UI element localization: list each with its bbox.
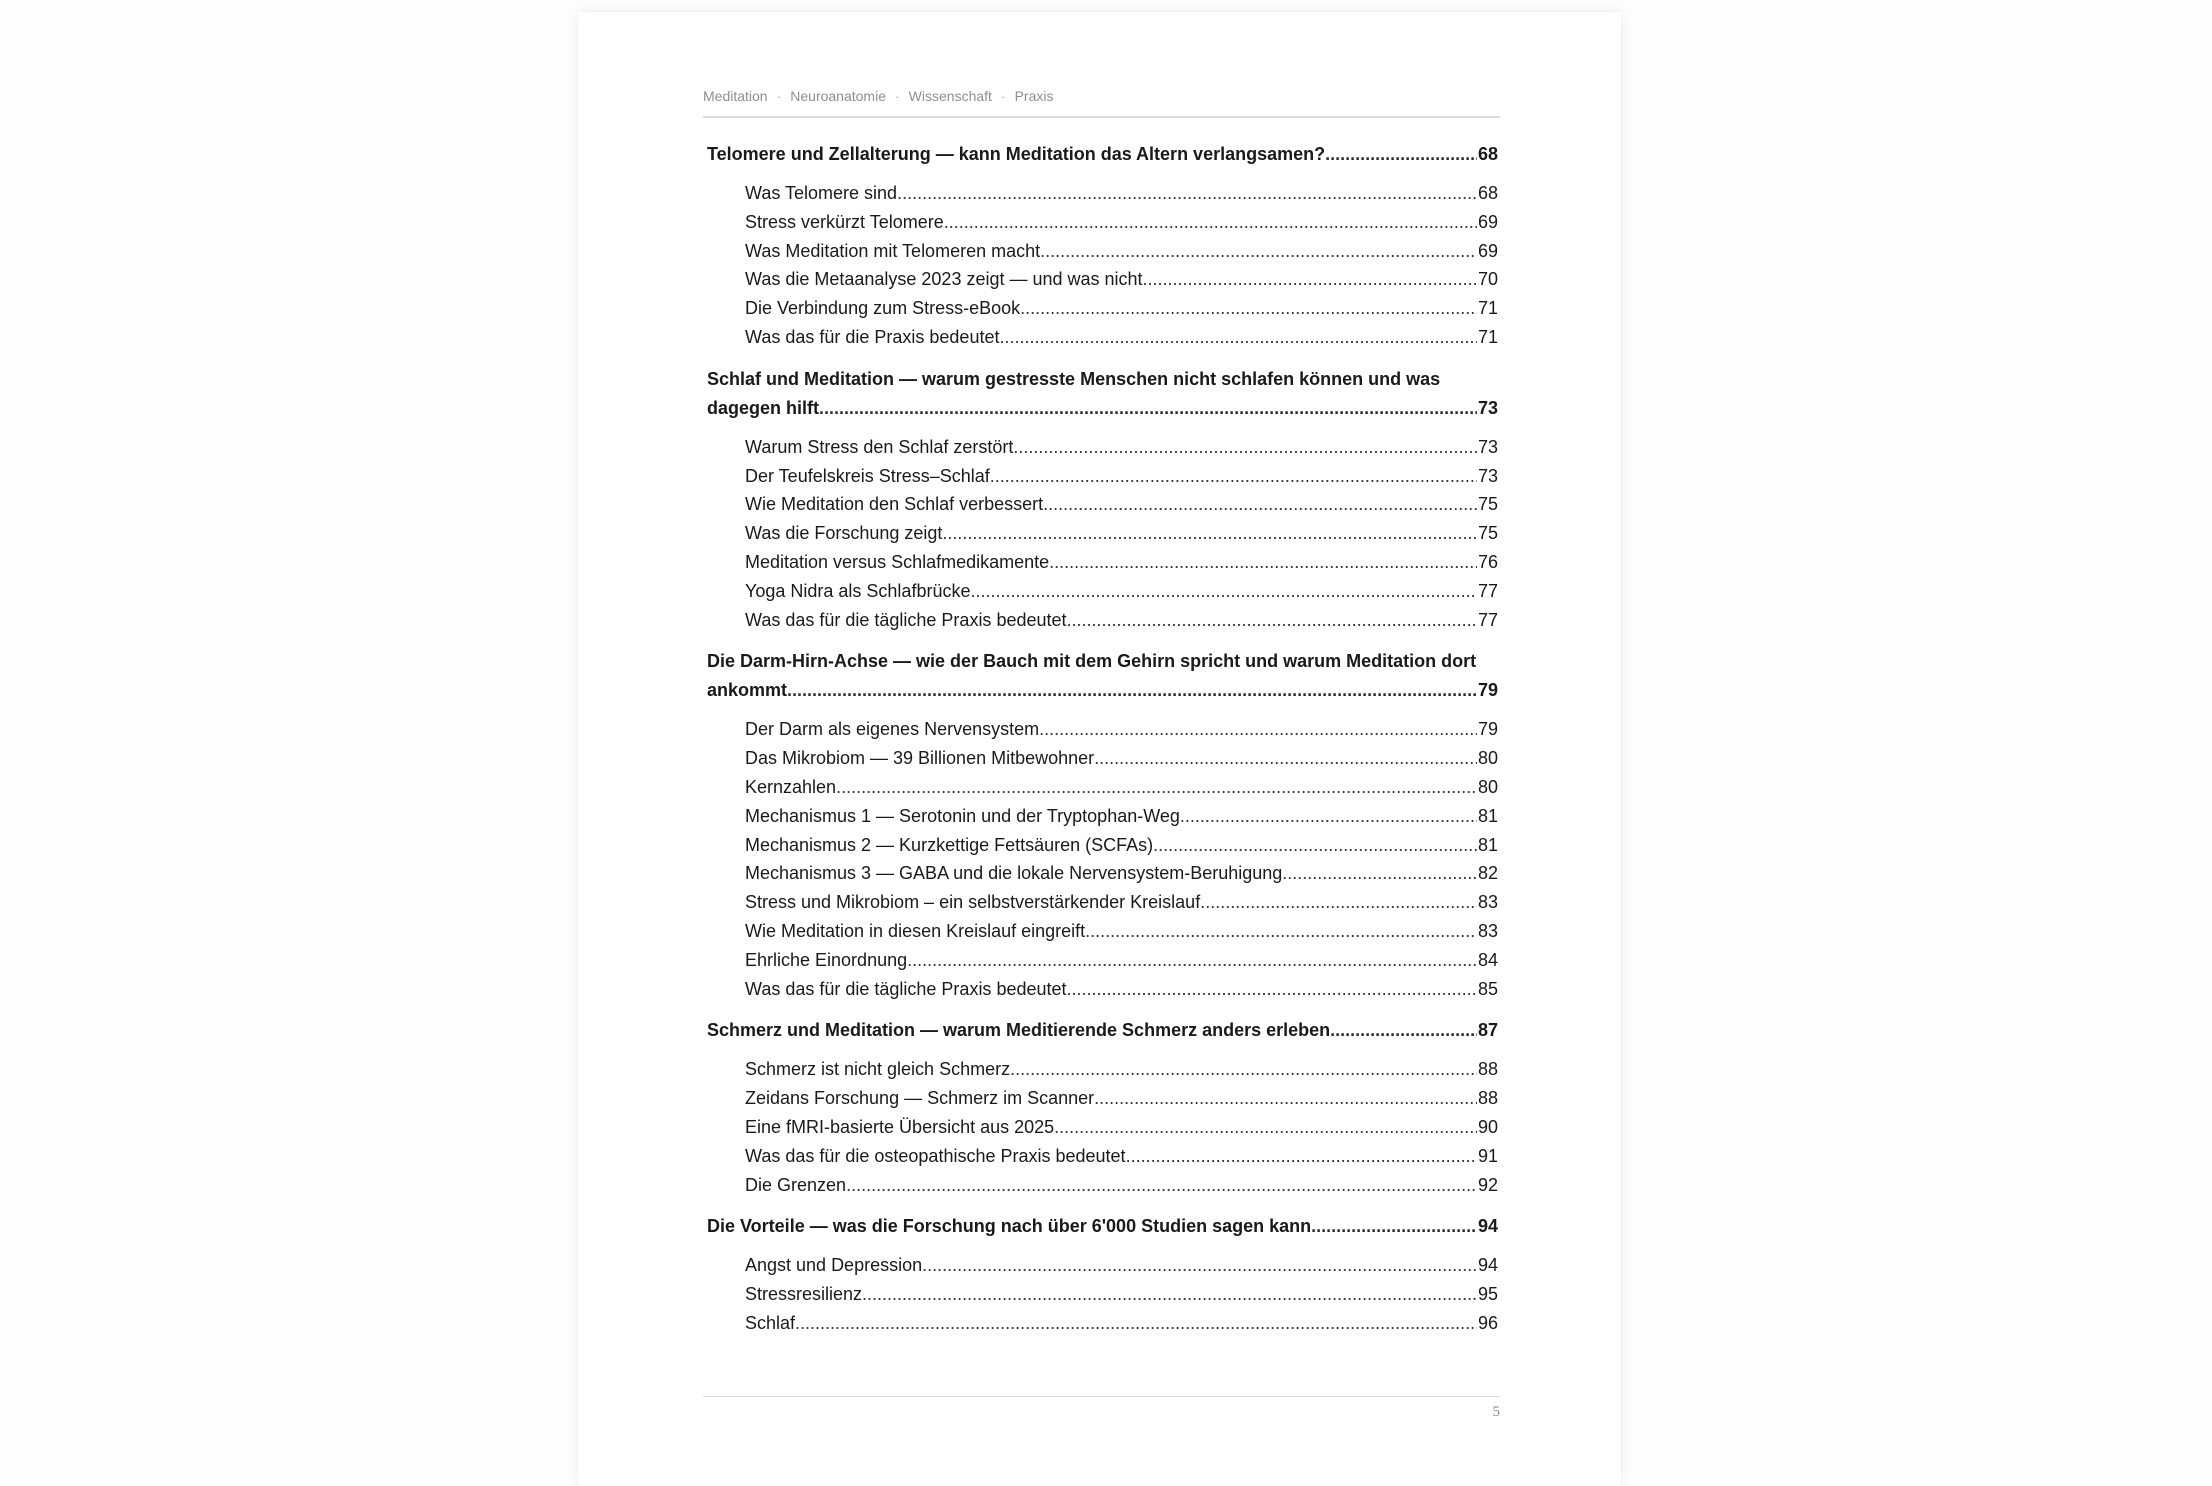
dot-leader — [1126, 1142, 1477, 1171]
toc-entry[interactable] — [707, 265, 1498, 294]
entry-page-number: 76 — [1477, 551, 1498, 572]
entry-page-number: 70 — [1477, 269, 1498, 290]
dot-leader — [1040, 237, 1477, 266]
entry-title: Was die Forschung zeigt — [745, 523, 943, 544]
entry-title: Meditation versus Schlafmedikamente — [745, 551, 1050, 572]
toc-entry[interactable] — [707, 208, 1498, 237]
chapter-page-number: 73 — [1477, 397, 1498, 418]
entry-title: Der Darm als eigenes Nervensystem — [745, 719, 1040, 740]
entry-page-number: 81 — [1477, 805, 1498, 826]
toc-entry[interactable] — [707, 715, 1498, 744]
entry-page-number: 81 — [1477, 834, 1498, 855]
entry-title: Yoga Nidra als Schlafbrücke — [745, 580, 971, 601]
chapter-title-row — [707, 394, 1498, 423]
toc-entry[interactable] — [707, 1055, 1498, 1084]
toc-entry[interactable] — [707, 975, 1498, 1004]
toc-entry[interactable] — [707, 294, 1498, 323]
entry-page-number: 82 — [1477, 863, 1498, 884]
entry-title: Die Grenzen — [745, 1174, 847, 1195]
chapter-page-number: 94 — [1477, 1216, 1498, 1237]
entry-page-number: 80 — [1477, 776, 1498, 797]
dot-leader — [1200, 888, 1477, 917]
dot-leader — [1311, 1212, 1477, 1241]
entry-page-number: 73 — [1477, 465, 1498, 486]
dot-leader — [1013, 433, 1477, 462]
entry-title: Schlaf — [745, 1312, 796, 1333]
dot-leader — [942, 519, 1477, 548]
toc-section — [707, 140, 1498, 352]
dot-leader — [1330, 1016, 1477, 1045]
entry-page-number: 83 — [1477, 892, 1498, 913]
dot-leader — [999, 323, 1477, 352]
chapter-page-number: 87 — [1477, 1020, 1498, 1041]
entry-page-number: 69 — [1477, 240, 1498, 261]
toc-section — [707, 1212, 1498, 1337]
entry-page-number: 85 — [1477, 978, 1498, 999]
dot-leader — [944, 208, 1477, 237]
toc-entry[interactable] — [707, 237, 1498, 266]
entry-title: Der Teufelskreis Stress–Schlaf — [745, 465, 990, 486]
entry-page-number: 77 — [1477, 580, 1498, 601]
chapter-entry[interactable] — [707, 140, 1498, 169]
dot-leader — [836, 773, 1477, 802]
chapter-title-row — [707, 1016, 1498, 1045]
chapter-page-number: 68 — [1477, 144, 1498, 164]
entry-page-number: 71 — [1477, 326, 1498, 347]
dot-leader — [1085, 917, 1477, 946]
entry-title: Was das für die osteopathische Praxis bedeutet — [745, 1145, 1126, 1166]
toc-entry[interactable] — [707, 802, 1498, 831]
entry-title: Die Verbindung zum Stress-eBook — [745, 298, 1021, 319]
chapter-title: Telomere und Zellalterung — kann Meditation das Altern verlangsamen? — [707, 144, 1326, 164]
entry-title: Angst und Depression — [745, 1255, 923, 1276]
dot-leader — [1143, 265, 1477, 294]
chapter-page-number: 79 — [1477, 680, 1498, 701]
entry-title: Wie Meditation den Schlaf verbessert — [745, 494, 1044, 515]
entry-page-number: 95 — [1477, 1284, 1498, 1305]
toc-section — [707, 647, 1498, 1003]
entry-page-number: 96 — [1477, 1312, 1498, 1333]
breadcrumb-item[interactable]: Wissenschaft — [908, 88, 992, 104]
toc-entry[interactable] — [707, 323, 1498, 352]
dot-leader — [970, 577, 1477, 606]
entry-title: Schmerz ist nicht gleich Schmerz — [745, 1059, 1011, 1080]
chapter-entry[interactable] — [707, 647, 1498, 705]
entry-title: Warum Stress den Schlaf zerstört — [745, 436, 1014, 457]
toc-entry[interactable] — [707, 744, 1498, 773]
toc-entry[interactable] — [707, 1309, 1498, 1338]
entry-page-number: 77 — [1477, 609, 1498, 630]
dot-leader — [787, 676, 1477, 705]
entry-page-number: 88 — [1477, 1059, 1498, 1080]
breadcrumb-item[interactable]: Neuroanatomie — [790, 88, 886, 104]
entry-page-number: 68 — [1477, 183, 1498, 203]
dot-leader — [846, 1171, 1477, 1200]
dot-leader — [1067, 975, 1477, 1004]
entry-title: Wie Meditation in diesen Kreislauf eingreift — [745, 920, 1086, 941]
entry-title: Was die Metaanalyse 2023 zeigt — und was nicht — [745, 269, 1143, 290]
entry-page-number: 73 — [1477, 436, 1498, 457]
entry-title: Was das für die tägliche Praxis bedeutet — [745, 978, 1067, 999]
entry-title: Mechanismus 1 — Serotonin und der Tryptophan-Weg — [745, 805, 1180, 826]
toc-entry[interactable] — [707, 1171, 1498, 1200]
entry-title: Kernzahlen — [745, 776, 837, 797]
toc-entry[interactable] — [707, 946, 1498, 975]
entry-page-number: 75 — [1477, 523, 1498, 544]
dot-leader — [1094, 1084, 1477, 1113]
chapter-entry[interactable] — [707, 1212, 1498, 1241]
entry-page-number: 91 — [1477, 1145, 1498, 1166]
entry-page-number: 94 — [1477, 1255, 1498, 1276]
toc-entry[interactable] — [707, 577, 1498, 606]
document-page — [578, 12, 1621, 1486]
toc-entry[interactable] — [707, 606, 1498, 635]
dot-leader — [795, 1309, 1477, 1338]
toc-entry[interactable] — [707, 519, 1498, 548]
toc-entry[interactable] — [707, 859, 1498, 888]
dot-leader — [990, 462, 1477, 491]
dot-leader — [1180, 802, 1477, 831]
dot-leader — [819, 394, 1477, 423]
entry-title: Was Telomere sind — [745, 183, 898, 203]
dot-leader — [1049, 548, 1477, 577]
entry-title: Das Mikrobiom — 39 Billionen Mitbewohner — [745, 748, 1095, 769]
entry-title: Was das für die tägliche Praxis bedeutet — [745, 609, 1067, 630]
dot-leader — [1325, 140, 1477, 169]
entry-title: Ehrliche Einordnung — [745, 949, 908, 970]
chapter-title: dagegen hilft — [707, 397, 819, 418]
toc-entry[interactable] — [707, 490, 1498, 519]
chapter-title: ankommt — [707, 680, 788, 701]
breadcrumb — [703, 74, 1500, 118]
dot-leader — [1282, 859, 1477, 888]
entry-title: Stress und Mikrobiom – ein selbstverstärkender Kreislauf — [745, 892, 1201, 913]
dot-leader — [907, 946, 1477, 975]
breadcrumb-item[interactable]: Praxis — [1014, 88, 1054, 104]
footer-divider — [703, 1396, 1500, 1397]
chapter-entry[interactable] — [707, 1016, 1498, 1045]
toc-entry[interactable] — [707, 548, 1498, 577]
chapter-title: Schmerz und Meditation — warum Meditierende Schmerz anders erleben — [707, 1020, 1331, 1041]
dot-leader — [1153, 831, 1477, 860]
entry-page-number: 79 — [1477, 719, 1498, 740]
chapter-title-line: Schlaf und Meditation — warum gestresste Menschen nicht schlafen können und was — [707, 368, 1441, 389]
toc-entry[interactable] — [707, 917, 1498, 946]
chapter-title: Die Vorteile — was die Forschung nach über 6'000 Studien sagen kann — [707, 1216, 1312, 1237]
entry-page-number: 75 — [1477, 494, 1498, 515]
chapter-title-line: Die Darm-Hirn-Achse — wie der Bauch mit dem Gehirn spricht und warum Meditation dort — [707, 651, 1477, 672]
toc-entry[interactable] — [707, 831, 1498, 860]
toc-entry[interactable] — [707, 1142, 1498, 1171]
entry-title: Zeidans Forschung — Schmerz im Scanner — [745, 1088, 1095, 1109]
dot-leader — [862, 1280, 1477, 1309]
toc-entry[interactable] — [707, 1280, 1498, 1309]
chapter-title-row — [707, 676, 1498, 705]
entry-page-number: 80 — [1477, 748, 1498, 769]
page-number: 5 — [1492, 1404, 1500, 1420]
chapter-title-row — [707, 140, 1498, 169]
dot-leader — [1039, 715, 1477, 744]
entry-title: Mechanismus 3 — GABA und die lokale Nervensystem-Beruhigung — [745, 863, 1283, 884]
dot-leader — [1054, 1113, 1477, 1142]
entry-page-number: 92 — [1477, 1174, 1498, 1195]
dot-leader — [922, 1251, 1477, 1280]
dot-leader — [1020, 294, 1477, 323]
entry-title: Eine fMRI-basierte Übersicht aus 2025 — [745, 1116, 1055, 1137]
toc-entry[interactable] — [707, 462, 1498, 491]
chapter-entry[interactable] — [707, 365, 1498, 423]
entry-title: Mechanismus 2 — Kurzkettige Fettsäuren (SCFAs) — [745, 834, 1154, 855]
dot-leader — [1043, 490, 1477, 519]
entry-title: Was Meditation mit Telomeren macht — [745, 240, 1041, 261]
table-of-contents — [707, 140, 1498, 1351]
breadcrumb-separator: · — [895, 88, 900, 104]
dot-leader — [1067, 606, 1477, 635]
toc-entry[interactable] — [707, 773, 1498, 802]
toc-entry[interactable] — [707, 1084, 1498, 1113]
entry-page-number: 84 — [1477, 949, 1498, 970]
toc-entry[interactable] — [707, 1113, 1498, 1142]
toc-section — [707, 1016, 1498, 1199]
dot-leader — [1094, 744, 1477, 773]
toc-section — [707, 365, 1498, 635]
chapter-title-row — [707, 1212, 1498, 1241]
toc-entry[interactable] — [707, 1251, 1498, 1280]
toc-entry[interactable] — [707, 433, 1498, 462]
entry-page-number: 83 — [1477, 920, 1498, 941]
dot-leader — [1010, 1055, 1477, 1084]
breadcrumb-separator: · — [1000, 88, 1006, 104]
entry-page-number: 90 — [1477, 1116, 1498, 1137]
toc-entry[interactable] — [707, 179, 1498, 208]
entry-title: Was das für die Praxis bedeutet — [745, 326, 1000, 347]
entry-title: Stressresilienz — [745, 1284, 863, 1305]
entry-title: Stress verkürzt Telomere — [745, 211, 944, 232]
entry-page-number: 69 — [1477, 211, 1498, 232]
breadcrumb-separator: · — [776, 88, 782, 104]
entry-page-number: 88 — [1477, 1088, 1498, 1109]
entry-page-number: 71 — [1477, 298, 1498, 319]
dot-leader — [897, 179, 1477, 208]
toc-entry[interactable] — [707, 888, 1498, 917]
breadcrumb-item[interactable]: Meditation — [703, 88, 768, 104]
